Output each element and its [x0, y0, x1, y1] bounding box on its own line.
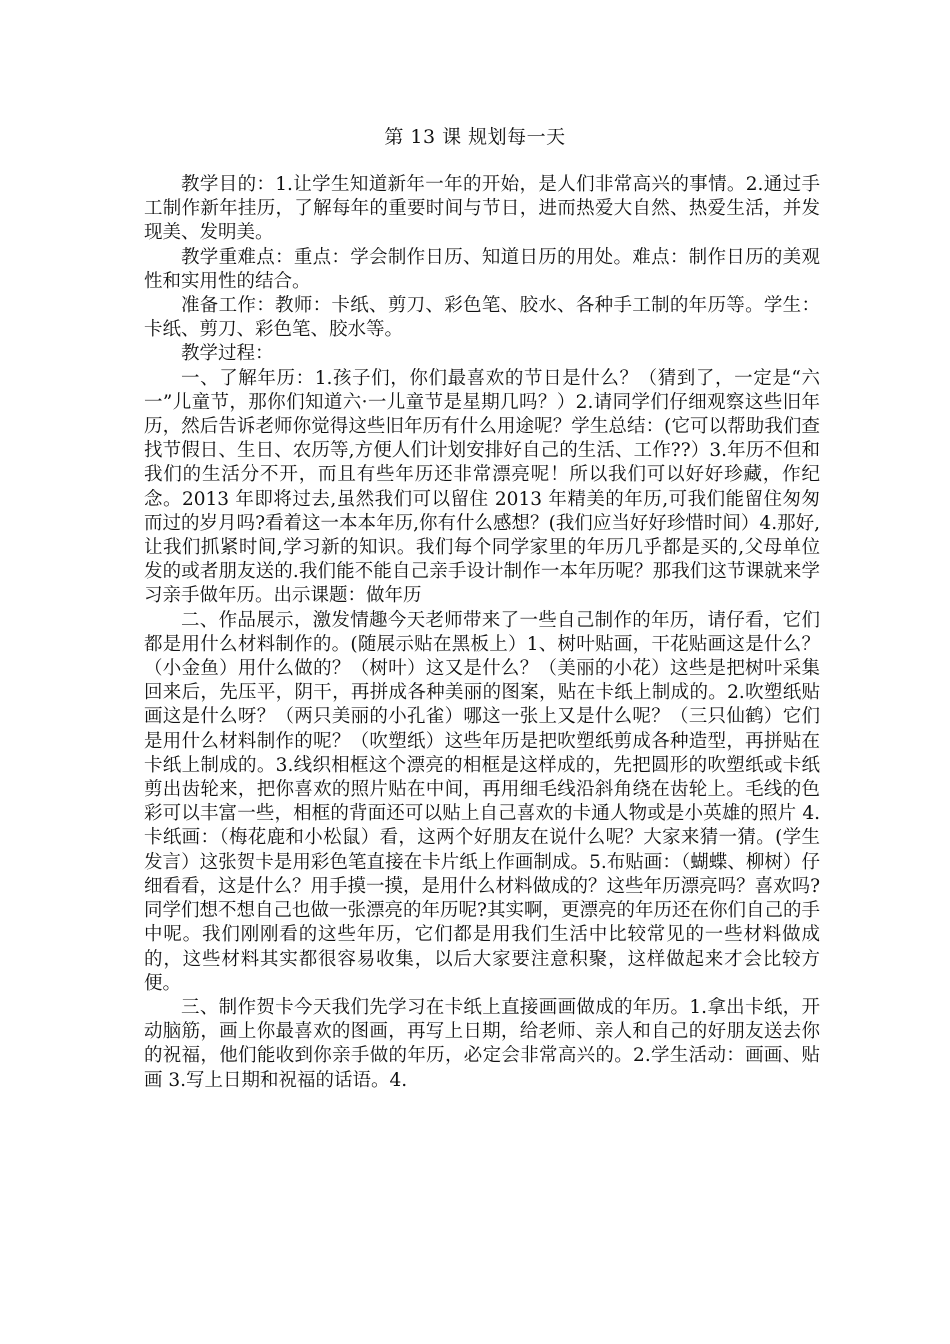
paragraph-section-one: 一、了解年历：1.孩子们，你们最喜欢的节日是什么？（猜到了，一定是“六一”儿童节，那你们知道六·一儿童节是星期几吗？）2.请同学们仔细观察这些旧年历，然后告诉老师你觉得这些旧年历有什么用途呢？学生总结：(它可以帮助我们查找节假日、生日、农历等,方便人们计划安排好自己的生活、工作??）3.年历不但和我们的生活分不开，而且有些年历还非常漂亮呢！所以我们可以好好珍藏，作纪念。2013 年即将过去,虽然我们可以留住 2013 年精美的年历,可我们能留住匆匆而过的岁月吗?看着这一本本年历,你有什么感想？(我们应当好好珍惜时间）4.那好,让我们抓紧时间,学习新的知识。我们每个同学家里的年历几乎都是买的,父母单位发的或者朋友送的.我们能不能自己亲手设计制作一本年历呢？那我们这节课就来学习亲手做年历。出示课题：做年历 — [144, 367, 820, 607]
lesson-body — [144, 173, 820, 1093]
paragraph-preparation: 准备工作：教师：卡纸、剪刀、彩色笔、胶水、各种手工制的年历等。学生：卡纸、剪刀、彩色笔、胶水等。 — [144, 295, 820, 341]
lesson-title: 第 13 课 规划每一天 — [384, 126, 566, 148]
paragraph-section-three: 三、制作贺卡今天我们先学习在卡纸上直接画画做成的年历。1.拿出卡纸，开动脑筋，画上你最喜欢的图画，再写上日期，给老师、亲人和自己的好朋友送去你的祝福，他们能收到你亲手做的年历，必定会非常高兴的。2.学生活动：画画、贴画 3.写上日期和祝福的话语。4. — [144, 996, 820, 1091]
paragraph-section-two: 二、作品展示，激发情趣今天老师带来了一些自己制作的年历，请仔看，它们都是用什么材料制作的。(随展示贴在黑板上）1、树叶贴画，干花贴画这是什么？（小金鱼）用什么做的？（树叶）这又是什么？（美丽的小花）这些是把树叶采集回来后，先压平，阴干，再拼成各种美丽的图案，贴在卡纸上制成的。2.吹塑纸贴画这是什么呀？（两只美丽的小孔雀）哪这一张上又是什么呢？（三只仙鹤）它们是用什么材料制作的呢？（吹塑纸）这些年历是把吹塑纸剪成各种造型，再拼贴在卡纸上制成的。3.线织相框这个漂亮的相框是这样成的，先把圆形的吹塑纸或卡纸剪出齿轮来，把你喜欢的照片贴在中间，再用细毛线沿斜角绕在齿轮上。毛线的色彩可以丰富一些，相框的背面还可以贴上自己喜欢的卡通人物或是小英雄的照片 4.卡纸画：（梅花鹿和小松鼠）看，这两个好朋友在说什么呢？大家来猜一猜。(学生发言）这张贺卡是用彩色笔直接在卡片纸上作画制成。5.布贴画：（蝴蝶、柳树）仔细看看，这是什么？用手摸一摸，是用什么材料做成的？这些年历漂亮吗？喜欢吗?同学们想不想自己也做一张漂亮的年历呢?其实啊，更漂亮的年历还在你们自己的手中呢。我们刚刚看的这些年历，它们都是用我们生活中比较常见的一些材料做成的，这些材料其实都很容易收集，以后大家要注意积聚，这样做起来才会比较方便。 — [144, 609, 820, 994]
paragraph-process-heading: 教学过程： — [181, 343, 274, 365]
paragraph-key-points: 教学重难点：重点：学会制作日历、知道日历的用处。难点：制作日历的美观性和实用性的结合。 — [144, 246, 820, 292]
paragraph-objectives: 教学目的：1.让学生知道新年一年的开始，是人们非常高兴的事情。2.通过手工制作新年挂历，了解每年的重要时间与节日，进而热爱大自然、热爱生活，并发现美、发明美。 — [144, 174, 820, 244]
